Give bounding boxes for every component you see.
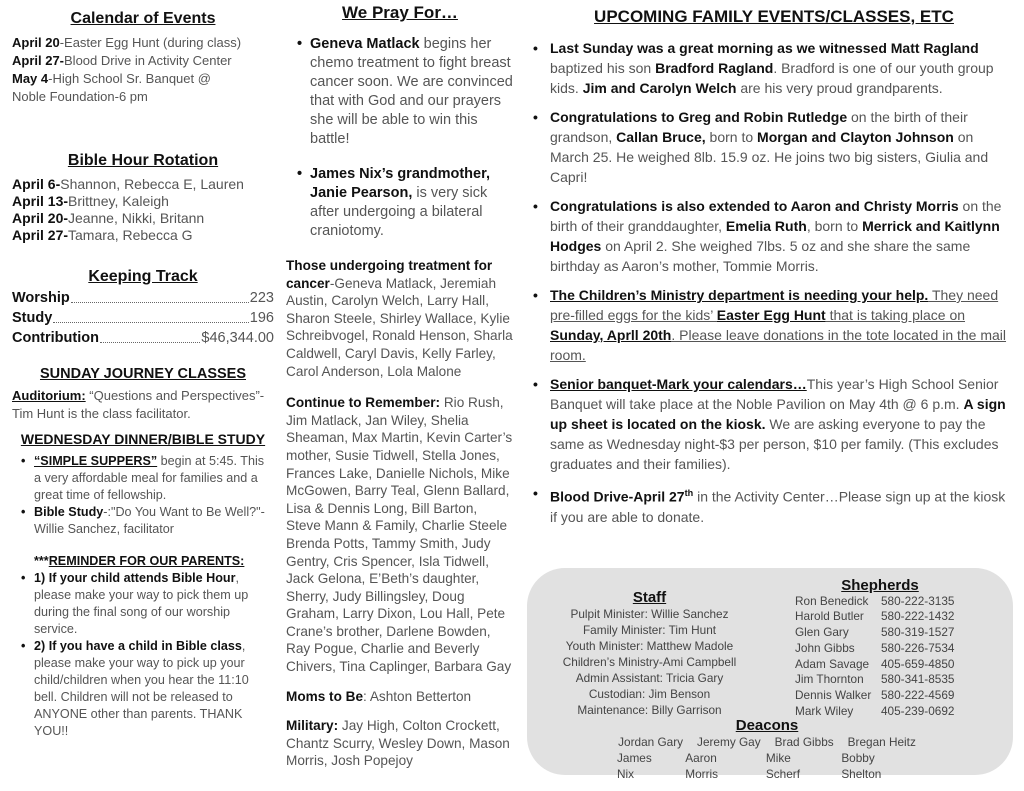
staff-item: Youth Minister: Matthew Madole bbox=[565, 639, 734, 653]
bold-text-run: Bradford Ragland bbox=[655, 60, 774, 76]
deacon-name: Bregan Heitz bbox=[847, 735, 916, 749]
bold-text-run: Auditorium: bbox=[12, 388, 86, 403]
bold-text-run: Emelia Ruth bbox=[725, 218, 807, 234]
bold-text-run: Bible Study bbox=[34, 505, 104, 519]
keeping-track-table bbox=[12, 288, 274, 348]
pray-item bbox=[310, 35, 514, 149]
text-run: that is taking place on bbox=[825, 307, 966, 323]
bold-text-run: 2) If you have a child in Bible class bbox=[34, 639, 242, 653]
text-run: are his very proud grandparents. bbox=[736, 80, 943, 96]
pray-list bbox=[286, 35, 514, 241]
dot-leader bbox=[71, 288, 249, 303]
text-run: Tamara, Rebecca G bbox=[68, 227, 193, 243]
shepherd-row bbox=[795, 672, 965, 688]
text-run: Blood Drive in Activity Center bbox=[64, 53, 232, 68]
event-item bbox=[533, 38, 1015, 98]
shepherd-name: Dennis Walker bbox=[795, 687, 872, 702]
cancer-list bbox=[286, 257, 514, 380]
deacons-list bbox=[617, 734, 917, 782]
kt-value: 223 bbox=[249, 290, 274, 306]
text-run: They need pre-filled eggs for the kids’ bbox=[550, 287, 999, 323]
deacon-name: James Nix bbox=[617, 751, 652, 781]
middle-column bbox=[286, 0, 514, 770]
shepherd-phone: 405-239-0692 bbox=[881, 703, 955, 718]
wednesday-item bbox=[34, 453, 274, 504]
sunday-body bbox=[12, 387, 274, 423]
bold-text-run: April 20 bbox=[12, 35, 60, 50]
kt-label: Worship bbox=[12, 290, 70, 306]
deacon-row bbox=[617, 734, 917, 750]
bold-text-run: Those undergoing treatment for cancer bbox=[286, 258, 493, 291]
text-run: . Bradford is one of our youth group kids. bbox=[550, 60, 994, 96]
shepherd-name: Harold Butler bbox=[795, 609, 864, 624]
dot-leader bbox=[53, 308, 249, 323]
bold-text-run: th bbox=[684, 488, 694, 498]
kt-worship bbox=[12, 288, 274, 308]
deacon-name: Jeremy Gay bbox=[697, 735, 761, 749]
staff-title: Staff bbox=[632, 589, 667, 606]
text-run: on April 2. She weighed 7lbs. 5 oz and she share the same birthday as Aaron’s mother, Tommie Morris. bbox=[550, 238, 971, 274]
rotation-item bbox=[12, 227, 274, 244]
event-item bbox=[533, 107, 1015, 187]
military-list bbox=[286, 717, 514, 770]
bold-text-run: The Children’s Ministry department is needing your help. bbox=[550, 287, 929, 303]
text-run: . Please leave donations in the tote located in the mail room. bbox=[550, 327, 1007, 363]
text-run: -Geneva Matlack, Jeremiah Austin, Carolyn Welch, Larry Hall, Sharon Steele, Shirley Wallace, Kylie Schreibvogel, Ronald Henson, Sharla Caldwell, Caryl Davis, Kelly Farley, Carol Anderson, Lola Malone bbox=[286, 275, 513, 379]
rotation-item bbox=[12, 193, 274, 210]
shepherd-row bbox=[795, 609, 965, 625]
staff-item: Maintenance: Billy Garrison bbox=[577, 703, 722, 717]
deacon-name: Jordan Gary bbox=[618, 735, 684, 749]
staff-item: Children’s Ministry-Ami Campbell bbox=[562, 655, 737, 669]
bold-text-run: Military: bbox=[286, 718, 339, 734]
upcoming-list bbox=[533, 38, 1015, 527]
kt-value: $46,344.00 bbox=[201, 330, 274, 346]
bold-text-run: Sunday, Aprll 20th bbox=[550, 327, 672, 343]
staff-item: Custodian: Jim Benson bbox=[588, 687, 711, 701]
shepherds-title: Shepherds bbox=[841, 577, 919, 594]
kt-study bbox=[12, 308, 274, 328]
right-column bbox=[533, 0, 1015, 536]
shepherd-name: John Gibbs bbox=[795, 640, 855, 655]
bold-text-run: James Nix’s grandmother, Janie Pearson, bbox=[310, 166, 490, 201]
reminder-prefix: *** bbox=[34, 554, 49, 568]
shepherds-list bbox=[795, 594, 965, 720]
text-run: This year’s High School Senior Banquet will take place at the Noble Pavilion on May 4th @ 6 p.m. bbox=[550, 376, 999, 412]
shepherd-phone: 580-341-8535 bbox=[881, 672, 955, 687]
bold-text-run: A sign up sheet is located on the kiosk. bbox=[550, 396, 1006, 432]
text-run: begin at 5:45. This a very affordable meal for families and a great time of fellowship. bbox=[34, 454, 265, 502]
text-run: in the Activity Center…Please sign up at the kiosk if you are able to donate. bbox=[550, 488, 1006, 525]
text-run: born to bbox=[705, 129, 758, 145]
deacon-row bbox=[617, 750, 917, 782]
shepherd-phone: 580-222-1432 bbox=[881, 609, 955, 624]
reminder-heading: REMINDER FOR OUR PARENTS: bbox=[48, 554, 245, 568]
text-run: Brittney, Kaleigh bbox=[68, 193, 169, 209]
text-run: Jeanne, Nikki, Britann bbox=[68, 210, 205, 226]
staff-list bbox=[557, 606, 742, 718]
sunday-title: SUNDAY JOURNEY CLASSES bbox=[39, 366, 247, 382]
event-item bbox=[533, 285, 1015, 365]
bold-text-run: 1) If your child attends Bible Hour bbox=[34, 571, 236, 585]
shepherd-row bbox=[795, 688, 965, 704]
text-run: , born to bbox=[806, 218, 863, 234]
bold-text-run: “SIMPLE SUPPERS” bbox=[34, 454, 158, 468]
text-run: -:"Do You Want to Be Well?"-Willie Sanchez, facilitator bbox=[34, 505, 265, 536]
kt-label: Contribution bbox=[12, 330, 99, 346]
bold-text-run: April 27- bbox=[12, 53, 65, 68]
text-run: is very sick after undergoing a bilateral craniotomy. bbox=[310, 185, 488, 239]
deacon-name: Brad Gibbs bbox=[774, 735, 834, 749]
pray-item bbox=[310, 165, 514, 241]
shepherd-name: Ron Benedick bbox=[795, 593, 869, 608]
staff-item: Family Minister: Tim Hunt bbox=[582, 623, 717, 637]
kt-label: Study bbox=[12, 310, 53, 326]
text-run: “Questions and Perspectives”-Tim Hunt is the class facilitator. bbox=[12, 388, 265, 421]
bold-text-run: Moms to Be bbox=[286, 688, 364, 704]
text-run: on the birth of their granddaughter, bbox=[550, 198, 1002, 234]
shepherd-name: Jim Thornton bbox=[795, 672, 864, 687]
event-item bbox=[533, 196, 1015, 276]
text-run: Shannon, Rebecca E, Lauren bbox=[60, 176, 244, 192]
shepherd-phone: 405-659-4850 bbox=[881, 656, 955, 671]
shepherd-row bbox=[795, 625, 965, 641]
wednesday-title: WEDNESDAY DINNER/BIBLE STUDY bbox=[20, 431, 266, 447]
bold-text-run: April 13- bbox=[12, 193, 69, 209]
text-run: Rio Rush, Jim Matlack, Jan Wiley, Shelia Sheaman, Max Martin, Kevin Carter’s mother, Susie Tidwell, Stella Jones, Frances Lake, Danielle Nichols, Mike McGowen, Barry Teal, Glenn Ballard, Lisa & Dennis Long, Bill Barton, Steve Mann & Family, Charlie Steele Brenda Potts, Tammy Smith, Judy Gentry, Cris Spencer, Isla Tidwell, Jack Gelona, E’Beth’s daughter, Sherry, Judy Billingsley, Doug Graham, Larry Dixon, Lou Hall, Pete Crane’s brother, Darlene Bowden, Ray Pogue, Charlie and Beverly Chivers, Tina Caplinger, Barbara Gay bbox=[286, 395, 513, 675]
bold-text-run: Merrick and Kaitlynn Hodges bbox=[550, 218, 1000, 254]
event-item bbox=[533, 374, 1015, 474]
bold-text-run: Blood Drive-April 27 bbox=[550, 488, 685, 505]
bold-text-run: April 27- bbox=[12, 227, 69, 243]
left-column bbox=[12, 0, 274, 740]
shepherd-name: Glen Gary bbox=[795, 625, 849, 640]
bold-text-run: April 20- bbox=[12, 210, 69, 226]
kt-value: 196 bbox=[249, 310, 274, 326]
shepherd-row bbox=[795, 704, 965, 720]
text-run: , please make your way to pick up your child/children when you hear the 11:10 bell. Children will not be released to ANYONE other than parents. THANK YOU!! bbox=[34, 639, 249, 738]
reminder-item bbox=[34, 638, 274, 740]
text-run: , please make your way to pick them up during the final song of our worship service. bbox=[34, 571, 249, 636]
shepherd-phone: 580-222-4569 bbox=[881, 687, 955, 702]
staff-section bbox=[557, 590, 742, 718]
shepherd-row bbox=[795, 641, 965, 657]
dot-leader bbox=[100, 328, 200, 343]
text-run: Jay High, Colton Crockett, Chantz Scurry, Wesley Down, Mason Morris, Josh Popejoy bbox=[286, 718, 510, 769]
deacons-section bbox=[617, 718, 917, 782]
bold-text-run: Geneva Matlack bbox=[310, 36, 420, 52]
staff-item: Admin Assistant: Tricia Gary bbox=[575, 671, 724, 685]
shepherd-name: Adam Savage bbox=[795, 656, 870, 671]
deacons-title: Deacons bbox=[735, 717, 799, 734]
text-run: -Easter Egg Hunt (during class) bbox=[59, 35, 242, 50]
deacon-name: Aaron Morris bbox=[685, 751, 719, 781]
bold-text-run: April 6- bbox=[12, 176, 61, 192]
bold-text-run: Congratulations to Greg and Robin Rutledge bbox=[550, 109, 848, 125]
bold-text-run: Continue to Remember: bbox=[286, 395, 441, 411]
staff-item: Pulpit Minister: Willie Sanchez bbox=[570, 607, 729, 621]
wednesday-list bbox=[12, 453, 274, 538]
bold-text-run: Morgan and Clayton Johnson bbox=[757, 129, 954, 145]
upcoming-title: UPCOMING FAMILY EVENTS/CLASSES, ETC bbox=[594, 7, 954, 26]
keeping-track-title: Keeping Track bbox=[88, 268, 198, 285]
reminder-item bbox=[34, 570, 274, 638]
bold-text-run: Last Sunday was a great morning as we witnessed Matt Ragland bbox=[550, 40, 979, 56]
text-run: on March 25. He weighed 8lb. 15.9 oz. He joins two big sisters, Giulia and Capri! bbox=[550, 129, 989, 185]
reminder-title bbox=[12, 554, 274, 568]
shepherd-phone: 580-226-7534 bbox=[881, 640, 955, 655]
bold-text-run: Congratulations is also extended to Aaron and Christy Morris bbox=[550, 198, 959, 214]
pray-title: We Pray For… bbox=[342, 3, 458, 22]
bold-text-run: Senior banquet-Mark your calendars… bbox=[550, 376, 807, 392]
bold-text-run: Easter Egg Hunt bbox=[716, 307, 826, 323]
bold-text-run: May 4 bbox=[12, 71, 49, 86]
bold-text-run: Jim and Carolyn Welch bbox=[582, 80, 737, 96]
moms-to-be bbox=[286, 688, 514, 706]
text-run: : Ashton Betterton bbox=[363, 688, 472, 704]
shepherds-section bbox=[795, 578, 965, 719]
deacon-name: Bobby Shelton bbox=[841, 751, 882, 781]
calendar-item bbox=[12, 34, 274, 52]
text-run: baptized his son bbox=[550, 60, 656, 76]
bible-hour-title: Bible Hour Rotation bbox=[67, 152, 219, 169]
text-run: begins her chemo treatment to fight breast cancer soon. We are convinced that with God and our prayers she will be able to win this battle! bbox=[310, 36, 513, 147]
text-run: We are asking everyone to pay the same as Wednesday night-$3 per person, $10 per family. (This excludes graduates and their families). bbox=[550, 416, 999, 472]
contacts-panel bbox=[527, 568, 1013, 781]
deacon-name: Mike Scherf bbox=[765, 751, 800, 781]
shepherd-name: Mark Wiley bbox=[795, 703, 854, 718]
shepherd-row bbox=[795, 594, 965, 610]
shepherd-row bbox=[795, 657, 965, 673]
remember-list bbox=[286, 394, 514, 676]
shepherd-phone: 580-319-1527 bbox=[881, 625, 955, 640]
wednesday-item bbox=[34, 504, 274, 538]
reminder-list bbox=[12, 570, 274, 740]
kt-contribution bbox=[12, 328, 274, 348]
shepherd-phone: 580-222-3135 bbox=[881, 593, 955, 608]
calendar-title: Calendar of Events bbox=[70, 10, 216, 27]
rotation-item bbox=[12, 210, 274, 227]
text-run: on the birth of their grandson, bbox=[550, 109, 968, 145]
bold-text-run: Callan Bruce, bbox=[616, 129, 706, 145]
event-item bbox=[533, 483, 1015, 527]
calendar-item bbox=[12, 70, 242, 106]
rotation-item bbox=[12, 176, 274, 193]
text-run: -High School Sr. Banquet @ Noble Foundation-6 pm bbox=[12, 71, 211, 104]
calendar-item bbox=[12, 52, 274, 70]
